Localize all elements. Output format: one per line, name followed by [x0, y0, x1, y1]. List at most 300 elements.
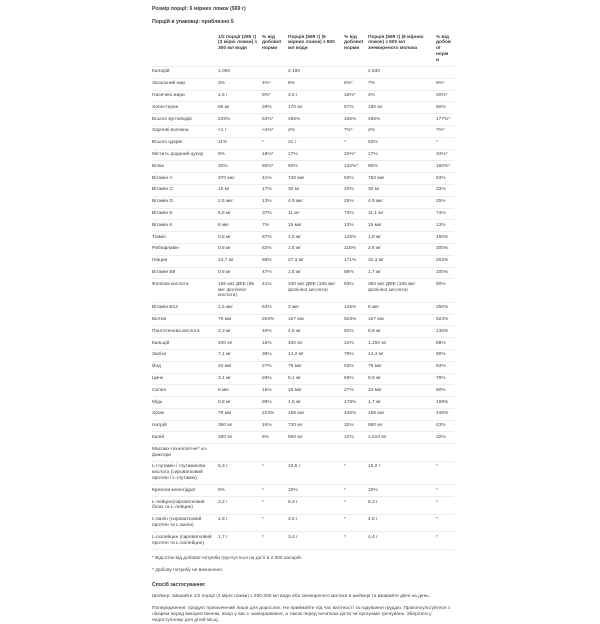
- cell-value: 85 мг: [218, 104, 230, 110]
- nutrient-name: Вітамін E: [152, 211, 173, 217]
- cell-value: 53%: [344, 364, 354, 370]
- nutrient-name: Вітамін B12: [152, 305, 178, 311]
- nutrient-name: Вітамін C: [152, 187, 173, 193]
- cell-value: 83%: [436, 175, 446, 181]
- cell-value: *: [436, 487, 438, 493]
- nutrient-name: Холестерин: [152, 104, 179, 110]
- cell-value: *: [344, 464, 346, 470]
- cell-value: [218, 444, 262, 461]
- cell-value: 1,8 г: [218, 517, 228, 523]
- cell-value: 28%: [262, 376, 272, 381]
- cell-value: 30 мг: [288, 187, 300, 193]
- cell-value: 165%: [344, 116, 357, 122]
- cell-value: 15,2 г: [368, 464, 381, 470]
- cell-value: <4%*: [262, 128, 274, 134]
- cell-value: 523%: [344, 317, 357, 323]
- cell-value: 6 мкг: [368, 305, 380, 311]
- cell-value: 115%: [344, 246, 356, 252]
- table-row: [152, 244, 454, 256]
- cell-value: 8,6 мг: [368, 376, 382, 381]
- cell-value: *: [436, 140, 438, 146]
- table-row: [152, 102, 454, 114]
- cell-value: 150%: [436, 234, 449, 240]
- cell-value: 16%: [262, 423, 272, 429]
- cell-value: 27,3 мг: [288, 258, 304, 264]
- cell-value: 1,7 г: [218, 534, 228, 540]
- cell-value: 170 мг: [288, 104, 303, 110]
- cell-value: 7%*: [344, 128, 353, 134]
- cell-value: 360 мг: [218, 423, 233, 429]
- cell-value: 43%: [436, 423, 446, 429]
- cell-value: [262, 444, 288, 461]
- cell-value: *: [262, 517, 264, 523]
- nutrient-name: Містить доданий цукор: [152, 152, 204, 158]
- table-row: [152, 338, 454, 350]
- cell-value: 33 мкг: [368, 387, 382, 393]
- table-row: [152, 268, 454, 280]
- cell-value: 136%: [436, 328, 449, 334]
- cell-value: 1,5 мг: [288, 246, 302, 252]
- nutrient-name: Кальцій: [152, 340, 170, 346]
- cell-value: 8%*: [262, 93, 271, 99]
- cell-value: 8%*: [344, 81, 353, 87]
- cell-value: 223%: [262, 411, 275, 417]
- cell-value: 980 мг: [368, 423, 383, 429]
- cell-value: *: [262, 499, 264, 505]
- cell-value: 7%: [368, 81, 375, 87]
- cell-value: 41%: [262, 281, 272, 287]
- table-row: [152, 232, 454, 244]
- cell-value: 79 мкг: [288, 364, 302, 370]
- section-row: [152, 444, 454, 462]
- cell-value: 177%*: [436, 116, 451, 122]
- cell-value: 92%: [344, 328, 354, 334]
- cell-value: 10%: [288, 487, 298, 493]
- cell-value: 15 мг: [218, 187, 230, 193]
- cell-value: 86%: [262, 258, 272, 264]
- cell-value: 32%: [436, 434, 446, 440]
- table-row: [152, 315, 454, 327]
- cell-value: 202%: [436, 258, 449, 264]
- cell-value: 7%*: [436, 128, 445, 134]
- cell-value: 55%: [344, 376, 354, 381]
- cell-value: 4%*: [262, 81, 271, 87]
- cell-value: 15%: [262, 340, 272, 346]
- cell-value: *: [436, 464, 438, 470]
- table-row: [152, 397, 454, 409]
- usage-heading: Спосіб застосування:: [152, 582, 206, 589]
- cell-value: 3,2 г: [218, 499, 228, 505]
- cell-value: *: [436, 534, 438, 540]
- cell-value: 3,1 мг: [218, 376, 232, 381]
- cell-value: 1,5 мг: [288, 270, 302, 276]
- footnote-daily-value: * Відсоток від добової потреби ґрунтується на дієті в 2 000 калорій.: [152, 555, 303, 561]
- nutrient-name: Всього вуглеводів: [152, 116, 192, 122]
- header-serving-water: Порція (569 г) (6 мірних ложок) з 600 мл води: [288, 34, 335, 52]
- cell-value: [288, 444, 344, 461]
- cell-value: 2%: [288, 128, 295, 134]
- table-row: [152, 114, 454, 126]
- cell-value: 15 мкг: [288, 387, 302, 393]
- table-row: [152, 421, 454, 433]
- cell-value: 4,4 г: [368, 534, 378, 540]
- nutrient-name: Вітамін D: [152, 199, 173, 205]
- cell-value: 4,9 мкг: [288, 199, 304, 205]
- cell-value: 60%: [436, 104, 446, 110]
- cell-value: 2,6 мг: [368, 246, 382, 252]
- cell-value: 6%: [262, 434, 269, 440]
- cell-value: 34%*: [344, 152, 356, 158]
- table-row: [152, 326, 454, 338]
- cell-value: 1,5 мг: [288, 234, 302, 240]
- cell-value: 37%: [262, 211, 272, 217]
- cell-value: 39%: [262, 352, 272, 358]
- cell-value: 1,150 мг: [368, 340, 387, 346]
- cell-value: 17%: [368, 152, 378, 158]
- cell-value: 13%: [344, 222, 354, 228]
- cell-value: 60%*: [262, 163, 274, 169]
- table-row: [152, 256, 454, 268]
- cell-value: 15%: [262, 387, 272, 393]
- cell-value: 1,7 мг: [368, 270, 382, 276]
- supplement-facts-panel: [152, 6, 454, 624]
- nutrient-name: Біотин: [152, 317, 167, 323]
- cell-value: *: [344, 487, 346, 493]
- nutrient-name: Масово-технологічні^ ко-фактори: [152, 446, 208, 458]
- table-row: [152, 385, 454, 397]
- nutrient-name: Селен: [152, 387, 167, 393]
- cell-value: 15 мкг: [368, 222, 382, 228]
- cell-value: 9%*: [436, 81, 445, 87]
- cell-value: 79 мкг: [218, 317, 232, 323]
- cell-value: 1,7 мг: [368, 399, 382, 405]
- cell-value: 250%: [436, 305, 449, 311]
- cell-value: 8,3 г: [368, 499, 378, 505]
- cell-value: 63%*: [262, 116, 274, 122]
- cell-value: 360 мкг ДФЕ (195 мкг фолієвої кислоти): [368, 281, 416, 293]
- cell-value: 78%: [436, 376, 446, 381]
- nutrient-name: Загальний жир: [152, 81, 186, 87]
- cell-value: 200%: [436, 246, 449, 252]
- nutrient-name: Вітамін A: [152, 175, 173, 181]
- cell-value: 27%: [344, 387, 354, 393]
- footnote-not-established: ^ Добову потребу не визначено.: [152, 567, 224, 573]
- cell-value: 11,1 мг: [368, 211, 384, 217]
- cell-value: 165 мкг ДФЕ (95 мкг фолієвої кислоти): [218, 281, 255, 299]
- cell-value: 8 мкг: [218, 222, 230, 228]
- cell-value: 730 мг: [288, 423, 303, 429]
- cell-value: 79%: [344, 352, 354, 358]
- cell-value: 32,3 мг: [368, 258, 384, 264]
- cell-value: 750 мкг: [368, 175, 385, 181]
- cell-value: 82%: [344, 175, 354, 181]
- table-row: [152, 485, 454, 497]
- cell-value: 1,510 мг: [368, 434, 387, 440]
- serving-size-line: Розмір порції: 6 мірних ложок (569 г): [152, 6, 246, 12]
- cell-value: 17%: [262, 187, 272, 193]
- nutrient-name: Рибофлавін: [152, 246, 179, 252]
- cell-value: 178%: [344, 399, 357, 405]
- cell-value: 280 мг: [218, 434, 233, 440]
- cell-value: 78 мкг: [218, 411, 232, 417]
- cell-value: 1,060: [218, 69, 231, 75]
- table-row: [152, 409, 454, 421]
- cell-value: 27%: [262, 364, 272, 370]
- cell-value: 25%: [436, 199, 446, 205]
- cell-value: 330 мкг ДФЕ (195 мкг фолієвої кислоти): [288, 281, 336, 293]
- cell-value: 120%*: [344, 163, 359, 169]
- nutrient-name: Вітамін K: [152, 222, 173, 228]
- cell-value: 1,8 мг: [368, 234, 382, 240]
- cell-value: 2,5 мкг: [218, 199, 234, 205]
- cell-value: 63%: [262, 305, 272, 311]
- cell-value: 40 мкг: [218, 364, 232, 370]
- header-serving-milk: Порція (569 г) (6 мірних ложок) з 600 мл знежиреного молока: [368, 34, 424, 52]
- cell-value: 370 мкг: [218, 175, 235, 181]
- cell-value: 200 мг: [218, 340, 233, 346]
- cell-value: *: [262, 487, 264, 493]
- cell-value: 8 мкг: [218, 387, 230, 393]
- cell-value: 67%: [262, 234, 272, 240]
- cell-value: 125%: [344, 234, 357, 240]
- cell-value: 180 мг: [368, 104, 383, 110]
- cell-value: *: [262, 140, 264, 146]
- nutrient-name: Креатин моногідрат: [152, 487, 196, 493]
- cell-value: 4,8 г: [368, 517, 378, 523]
- cell-value: 11 мг: [288, 211, 300, 217]
- cell-value: 3,5 г: [288, 93, 298, 99]
- cell-value: 89%: [262, 399, 272, 405]
- cell-value: 32%: [344, 423, 354, 429]
- cell-value: 1,5 мкг: [218, 305, 234, 311]
- nutrient-name: L-лейцин(сироватковий білок та L-лейцин): [152, 499, 205, 511]
- cell-value: 12%: [344, 434, 354, 440]
- table-row: [152, 138, 454, 150]
- servings-per-container-line: Порцій в упаковці: приблизно 5: [152, 19, 234, 25]
- table-row: [152, 161, 454, 173]
- cell-value: *: [344, 534, 346, 540]
- cell-value: 18%*: [262, 152, 274, 158]
- cell-value: <1 г: [218, 128, 227, 134]
- cell-value: 157 мкг: [288, 317, 305, 323]
- nutrition-table-body: [152, 67, 454, 550]
- nutrient-name: Білка: [152, 163, 164, 169]
- cell-value: 455%: [288, 116, 301, 122]
- cell-value: 20%*: [436, 93, 448, 99]
- cell-value: 446%: [344, 411, 357, 417]
- cell-value: 171%: [344, 258, 357, 264]
- cell-value: 446%: [436, 411, 449, 417]
- nutrient-name: L-валін (сироватковий протеїн та L-валін): [152, 517, 202, 528]
- cell-value: 4,9 мкг: [368, 199, 384, 205]
- cell-value: 31%: [344, 340, 354, 346]
- cell-value: [368, 444, 436, 461]
- nutrient-name: Тіамін: [152, 234, 166, 240]
- usage-warning-text: Попередження: продукт призначений лише для дорослих. Не приймайте під час вагітності та годування груддю. Проконсультуйтеся з лікарем перед використанням, якщо у вас є захворювання, а також перед початком дієти чи програми тренувань. Зберігати у недоступному для дітей місці.: [152, 606, 451, 623]
- table-row: [152, 91, 454, 103]
- nutrition-table: [152, 32, 454, 550]
- cell-value: 6,1 мг: [288, 376, 302, 381]
- cell-value: 18%*: [344, 93, 356, 99]
- cell-value: 62%: [262, 246, 272, 252]
- cell-value: 80%: [368, 163, 378, 169]
- nutrient-name: Насичені жири: [152, 93, 185, 99]
- table-row: [152, 79, 454, 91]
- cell-value: 30%: [218, 163, 228, 169]
- nutrient-name: Харчові волокна: [152, 128, 189, 134]
- nutrient-name: Калій: [152, 434, 165, 440]
- table-row: [152, 185, 454, 197]
- cell-value: [436, 444, 454, 461]
- nutrient-name: L-глутамін і глутамінова кислота (сироватковий протеїн і L-глутамін): [152, 464, 206, 481]
- cell-value: 5,5 мг: [218, 211, 232, 217]
- cell-value: 1,6 мг: [288, 399, 302, 405]
- cell-value: 57%: [344, 104, 354, 110]
- cell-value: 3,5 г: [288, 517, 298, 523]
- cell-value: 400 мг: [288, 340, 303, 346]
- table-row: [152, 362, 454, 374]
- nutrient-name: Пантотенова кислота: [152, 328, 200, 334]
- cell-value: 60%: [288, 163, 298, 169]
- nutrient-name: Фолієва кислота: [152, 281, 189, 287]
- cell-value: *: [344, 517, 346, 523]
- cell-value: 263%: [262, 317, 275, 323]
- cell-value: *: [262, 534, 264, 540]
- cell-value: 28%: [262, 104, 272, 110]
- cell-value: 1,5 г: [218, 93, 228, 99]
- cell-value: *: [344, 140, 346, 146]
- cell-value: 523%: [436, 317, 449, 323]
- cell-value: 10,5 г: [288, 464, 301, 470]
- cell-value: 7%: [262, 222, 269, 228]
- cell-value: 13%: [262, 199, 272, 205]
- cell-value: 47%: [262, 270, 272, 276]
- cell-value: 2,3 мг: [218, 328, 232, 334]
- header-dv-1: % від добової норми: [262, 34, 282, 52]
- cell-value: 0,8 мг: [218, 270, 232, 276]
- cell-value: 2,530: [368, 69, 381, 75]
- table-row: [152, 279, 454, 302]
- cell-value: 15 мкг: [288, 222, 302, 228]
- table-row: [152, 303, 454, 315]
- cell-value: 0,8 мг: [218, 234, 232, 240]
- table-row: [152, 515, 454, 533]
- header-empty: [152, 32, 218, 66]
- cell-value: 100%: [436, 270, 449, 276]
- cell-value: 0,8 мг: [218, 399, 232, 405]
- cell-value: 125%: [344, 305, 357, 311]
- table-row: [152, 220, 454, 232]
- cell-value: 3%: [218, 81, 225, 87]
- header-dv-3: % від добової норми: [436, 34, 451, 63]
- cell-value: 560 мг: [288, 434, 303, 440]
- cell-value: 156 мкг: [288, 411, 305, 417]
- cell-value: 34%*: [436, 152, 448, 158]
- cell-value: 88%: [344, 270, 354, 276]
- cell-value: 486%: [368, 116, 381, 122]
- cell-value: 4,6 мг: [288, 328, 302, 334]
- table-row: [152, 374, 454, 386]
- header-dv-2: % від добової норми: [344, 34, 364, 52]
- cell-value: 46%: [262, 328, 272, 334]
- cell-value: 33%: [344, 187, 354, 193]
- cell-value: 10%: [368, 487, 378, 493]
- cell-value: 33%: [436, 187, 446, 193]
- table-row: [152, 209, 454, 221]
- cell-value: *: [436, 517, 438, 523]
- cell-value: 83%: [344, 281, 354, 287]
- cell-value: 2%: [368, 128, 375, 134]
- table-row: [152, 126, 454, 138]
- nutrient-name: Йод: [152, 364, 161, 370]
- cell-value: 7,1 мг: [218, 352, 232, 358]
- cell-value: 13%: [436, 222, 446, 228]
- cell-value: 9%: [218, 152, 225, 158]
- nutrient-name: Вітамін B6: [152, 270, 176, 276]
- nutrient-name: Залізо: [152, 352, 167, 358]
- cell-value: 740 мкг: [288, 175, 305, 181]
- cell-value: 14,4 мг: [368, 352, 384, 358]
- cell-value: 73%: [344, 211, 354, 217]
- cell-value: 80%: [436, 352, 446, 358]
- cell-value: 41%: [262, 175, 272, 181]
- cell-value: 11%: [218, 140, 228, 146]
- cell-value: [262, 67, 288, 78]
- cell-value: 60%: [436, 387, 446, 393]
- cell-value: 2,190: [288, 69, 301, 75]
- table-row: [152, 197, 454, 209]
- table-row: [152, 497, 454, 515]
- nutrient-name: L-ізолейцин (сироватковий протеїн та L-ізолейцин): [152, 534, 212, 546]
- nutrient-name: Ніацин: [152, 258, 168, 264]
- cell-value: 6%: [288, 81, 295, 87]
- header-half-serving: 1/2 порції (285 г) (3 мірні ложки) з 300 мл води: [218, 34, 257, 52]
- cell-value: 3,4 г: [288, 534, 298, 540]
- cell-value: 52%: [368, 140, 378, 146]
- cell-value: 14,2 мг: [288, 352, 304, 358]
- nutrient-name: Натрій: [152, 423, 167, 429]
- cell-value: 6,4 г: [288, 499, 298, 505]
- cell-value: *: [344, 499, 346, 505]
- usage-shaker-text: Шейкер: змішайте 1/2 порції (3 мірні ложки) з 250-300 мл води або знежиреного молока в шейкері та вживайте двічі на день.: [152, 594, 431, 600]
- cell-value: 5%: [218, 487, 225, 493]
- cell-value: 21 г: [288, 140, 297, 146]
- table-row: [152, 532, 454, 550]
- table-header-row: [152, 32, 454, 67]
- nutrient-name: Хром: [152, 411, 164, 417]
- cell-value: *: [436, 499, 438, 505]
- cell-value: 79 мкг: [368, 364, 382, 370]
- table-row: [152, 350, 454, 362]
- cell-value: 17%: [288, 152, 298, 158]
- cell-value: 5,3 г: [218, 464, 228, 470]
- nutrient-name: Всього цукрів: [152, 140, 182, 146]
- cell-value: 0,8 мг: [218, 246, 232, 252]
- table-row: [152, 173, 454, 185]
- cell-value: [344, 444, 368, 461]
- nutrient-name: Цинк: [152, 376, 163, 381]
- cell-value: [436, 67, 454, 78]
- table-row: [152, 150, 454, 162]
- nutrient-name: Мідь: [152, 399, 163, 405]
- cell-value: 53%: [436, 364, 446, 370]
- cell-value: 6,8 мг: [368, 328, 382, 334]
- table-row: [152, 67, 454, 79]
- cell-value: 88%: [436, 340, 446, 346]
- cell-value: [344, 67, 368, 78]
- cell-value: *: [262, 464, 264, 470]
- cell-value: 160%*: [436, 163, 451, 169]
